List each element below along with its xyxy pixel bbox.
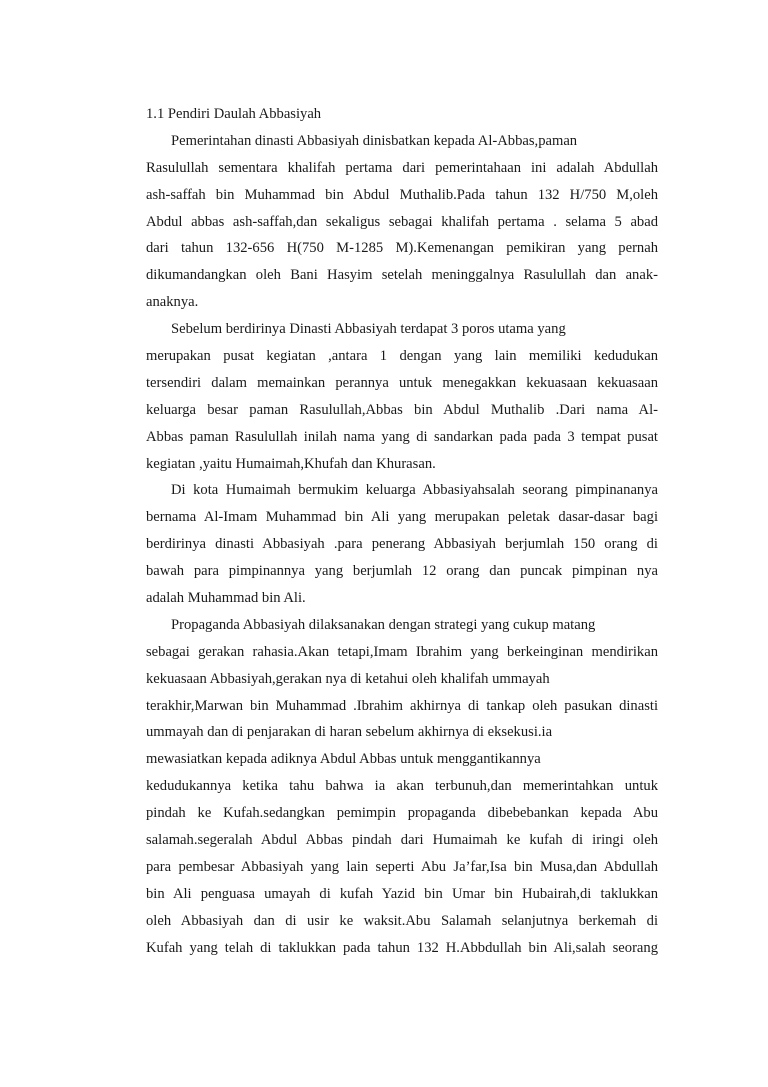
paragraph-4-line-2: sebagai gerakan rahasia.Akan tetapi,Imam Ibrahim yang berkeinginan mendirikan: [146, 643, 658, 660]
paragraph-1-line-2: Rasulullah sementara khalifah pertama dari pemerintahaan ini adalah Abdullah: [146, 159, 658, 176]
paragraph-4-line-10: para pembesar Abbasiyah yang lain seperti Abu Ja’far,Isa bin Musa,dan Abdullah: [146, 858, 658, 875]
paragraph-1-line-3: ash-saffah bin Muhammad bin Abdul Muthalib.Pada tahun 132 H/750 M,oleh: [146, 186, 658, 203]
paragraph-1-line-4: Abdul abbas ash-saffah,dan sekaligus sebagai khalifah pertama . selama 5 abad: [146, 213, 658, 230]
paragraph-4-line-1: Propaganda Abbasiyah dilaksanakan dengan strategi yang cukup matang: [171, 616, 596, 633]
paragraph-2-line-5: Abbas paman Rasulullah inilah nama yang di sandarkan pada pada 3 tempat pusat: [146, 428, 658, 445]
paragraph-3-line-4: bawah para pimpinannya yang berjumlah 12 orang dan puncak pimpinan nya: [146, 563, 658, 580]
paragraph-1-line-5: dari tahun 132-656 H(750 M-1285 M).Kemenangan pemikiran yang pernah: [146, 240, 658, 257]
paragraph-3-line-2: bernama Al-Imam Muhammad bin Ali yang merupakan peletak dasar-dasar bagi: [146, 509, 658, 526]
paragraph-1-line-6: dikumandangkan oleh Bani Hasyim setelah meninggalnya Rasulullah dan anak-: [146, 267, 658, 284]
paragraph-4-line-6: mewasiatkan kepada adiknya Abdul Abbas untuk menggantikannya: [146, 751, 541, 768]
document-body: [146, 101, 658, 962]
paragraph-2-line-6: kegiatan ,yaitu Humaimah,Khufah dan Khurasan.: [146, 455, 436, 472]
paragraph-4-line-4: terakhir,Marwan bin Muhammad .Ibrahim akhirnya di tankap oleh pasukan dinasti: [146, 697, 658, 714]
paragraph-2-line-4: keluarga besar paman Rasulullah,Abbas bin Abdul Muthalib .Dari nama Al-: [146, 401, 658, 418]
paragraph-2-line-3: tersendiri dalam memainkan perannya untuk menegakkan kekuasaan kekuasaan: [146, 374, 658, 391]
paragraph-1-line-7: anaknya.: [146, 294, 199, 311]
paragraph-1-line-1: Pemerintahan dinasti Abbasiyah dinisbatkan kepada Al-Abbas,paman: [171, 132, 578, 149]
paragraph-4-line-7: kedudukannya ketika tahu bahwa ia akan terbunuh,dan memerintahkan untuk: [146, 778, 658, 795]
paragraph-2-line-1: Sebelum berdirinya Dinasti Abbasiyah terdapat 3 poros utama yang: [171, 321, 566, 338]
paragraph-4-line-9: salamah.segeralah Abdul Abbas pindah dari Humaimah ke kufah di iringi oleh: [146, 832, 658, 849]
paragraph-4-line-8: pindah ke Kufah.sedangkan pemimpin propaganda dibebebankan kepada Abu: [146, 805, 658, 822]
paragraph-4-line-13: Kufah yang telah di taklukkan pada tahun 132 H.Abbdullah bin Ali,salah seorang: [146, 939, 658, 956]
paragraph-3-line-3: berdirinya dinasti Abbasiyah .para penerang Abbasiyah berjumlah 150 orang di: [146, 536, 658, 553]
paragraph-4-line-5: ummayah dan di penjarakan di haran sebelum akhirnya di eksekusi.ia: [146, 724, 553, 741]
paragraph-2-line-2: merupakan pusat kegiatan ,antara 1 dengan yang lain memiliki kedudukan: [146, 348, 658, 365]
paragraph-3-line-1: Di kota Humaimah bermukim keluarga Abbasiyahsalah seorang pimpinananya: [171, 482, 658, 499]
paragraph-4-line-11: bin Ali penguasa umayah di kufah Yazid bin Umar bin Hubairah,di taklukkan: [146, 885, 658, 902]
paragraph-3-line-5: adalah Muhammad bin Ali.: [146, 590, 306, 607]
section-heading: 1.1 Pendiri Daulah Abbasiyah: [146, 106, 322, 122]
paragraph-4-line-12: oleh Abbasiyah dan di usir ke waksit.Abu Salamah selanjutnya berkemah di: [146, 912, 658, 929]
paragraph-4-line-3: kekuasaan Abbasiyah,gerakan nya di ketahui oleh khalifah ummayah: [146, 670, 550, 687]
